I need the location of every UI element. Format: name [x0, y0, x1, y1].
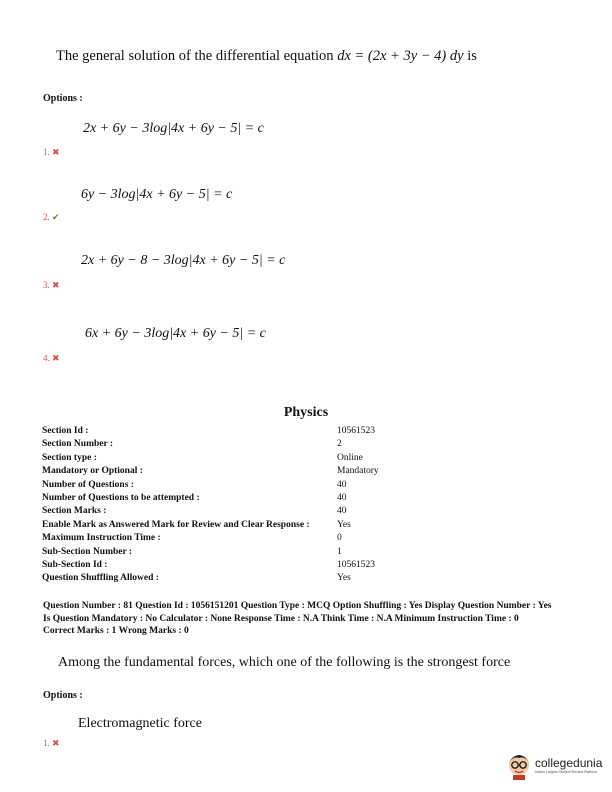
- option-2-equation: 6y − 3log|4x + 6y − 5| = c: [81, 187, 233, 202]
- section-row: [42, 452, 442, 465]
- section-row: [42, 425, 442, 438]
- section-title: Physics: [283, 405, 329, 420]
- section-row-value: Mandatory: [337, 466, 379, 477]
- section-row-value: 1: [337, 546, 342, 557]
- section-row: [42, 546, 442, 559]
- option-1-marker: [43, 147, 60, 158]
- section-row-value: 2: [337, 439, 342, 450]
- section-row-key: Question Shuffling Allowed :: [42, 573, 159, 584]
- section-row-value: 0: [337, 533, 342, 544]
- meta-line-3: Correct Marks : 1 Wrong Marks : 0: [43, 626, 189, 637]
- q2-option-1-marker: [43, 738, 60, 749]
- section-row-value: 40: [337, 479, 347, 490]
- section-row-value: Yes: [337, 573, 351, 584]
- section-row: [42, 532, 442, 545]
- section-row-key: Number of Questions :: [42, 479, 134, 490]
- cross-icon: ✖: [52, 738, 60, 748]
- section-row-value: 10561523: [337, 426, 375, 436]
- q2-option-1-number: 1.: [43, 738, 50, 748]
- logo-text: [535, 756, 602, 774]
- question-1-suffix: is: [467, 48, 477, 64]
- section-row-key: Number of Questions to be attempted :: [42, 493, 200, 503]
- logo-tagline: India's Largest Student Review Platform: [535, 770, 598, 774]
- section-row: [42, 559, 442, 572]
- section-row-key: Section Id :: [42, 426, 89, 436]
- section-row: [42, 465, 442, 478]
- option-1-number: 1.: [43, 147, 50, 157]
- section-row-key: Sub-Section Number :: [42, 546, 133, 557]
- section-row: [42, 505, 442, 518]
- option-1-equation: 2x + 6y − 3log|4x + 6y − 5| = c: [83, 121, 264, 136]
- question-2-meta: [43, 600, 573, 638]
- option-2-number: 2.: [43, 212, 50, 222]
- option-4-number: 4.: [43, 353, 50, 363]
- question-1-text: [56, 48, 477, 65]
- section-row-key: Section Marks :: [42, 506, 107, 517]
- section-details-table: [42, 425, 442, 590]
- section-row-value: 10561523: [337, 560, 375, 570]
- section-row-value: 40: [337, 506, 347, 517]
- options-label-1: Options :: [43, 93, 83, 104]
- cross-icon: ✖: [52, 280, 60, 290]
- option-3-number: 3.: [43, 280, 50, 290]
- section-row: [42, 438, 442, 451]
- cross-icon: ✖: [52, 353, 60, 363]
- logo-brand: collegedunia: [535, 756, 603, 770]
- section-row-key: Section type :: [42, 452, 97, 463]
- option-2-marker: [43, 212, 60, 223]
- section-row-key: Section Number :: [42, 439, 114, 450]
- section-row-key: Maximum Instruction Time :: [42, 533, 161, 544]
- question-1-equation: dx = (2x + 3y − 4) dy: [337, 48, 464, 64]
- option-3-equation: 2x + 6y − 8 − 3log|4x + 6y − 5| = c: [81, 253, 286, 268]
- meta-line-1: Question Number : 81 Question Id : 1056151201 Question Type : MCQ Option Shuffling : Yes Display Question Number : Yes: [43, 601, 552, 611]
- section-row-value: 40: [337, 493, 347, 503]
- question-1-prefix: The general solution of the differential equation: [56, 48, 334, 64]
- option-4-marker: [43, 353, 60, 364]
- section-row-key: Mandatory or Optional :: [42, 466, 143, 477]
- options-label-2: Options :: [43, 690, 83, 701]
- q2-option-1-text: Electromagnetic force: [78, 716, 202, 731]
- meta-line-2: Is Question Mandatory : No Calculator : None Response Time : N.A Think Time : N.A Minimum Instruction Time : 0: [43, 613, 519, 624]
- section-row-value: Yes: [337, 519, 351, 530]
- section-row: [42, 479, 442, 492]
- mascot-icon: [506, 750, 532, 780]
- section-row: [42, 492, 442, 505]
- section-row: [42, 519, 442, 532]
- section-row-key: Enable Mark as Answered Mark for Review and Clear Response :: [42, 519, 310, 530]
- section-row: [42, 572, 442, 585]
- option-4-equation: 6x + 6y − 3log|4x + 6y − 5| = c: [85, 326, 266, 341]
- section-row-key: Sub-Section Id :: [42, 560, 108, 570]
- cross-icon: ✖: [52, 147, 60, 157]
- question-2-text: Among the fundamental forces, which one of the following is the strongest force: [58, 655, 511, 670]
- collegedunia-logo: [506, 750, 602, 780]
- option-3-marker: [43, 280, 60, 291]
- section-row-value: Online: [337, 452, 363, 463]
- check-icon: ✔: [52, 212, 60, 222]
